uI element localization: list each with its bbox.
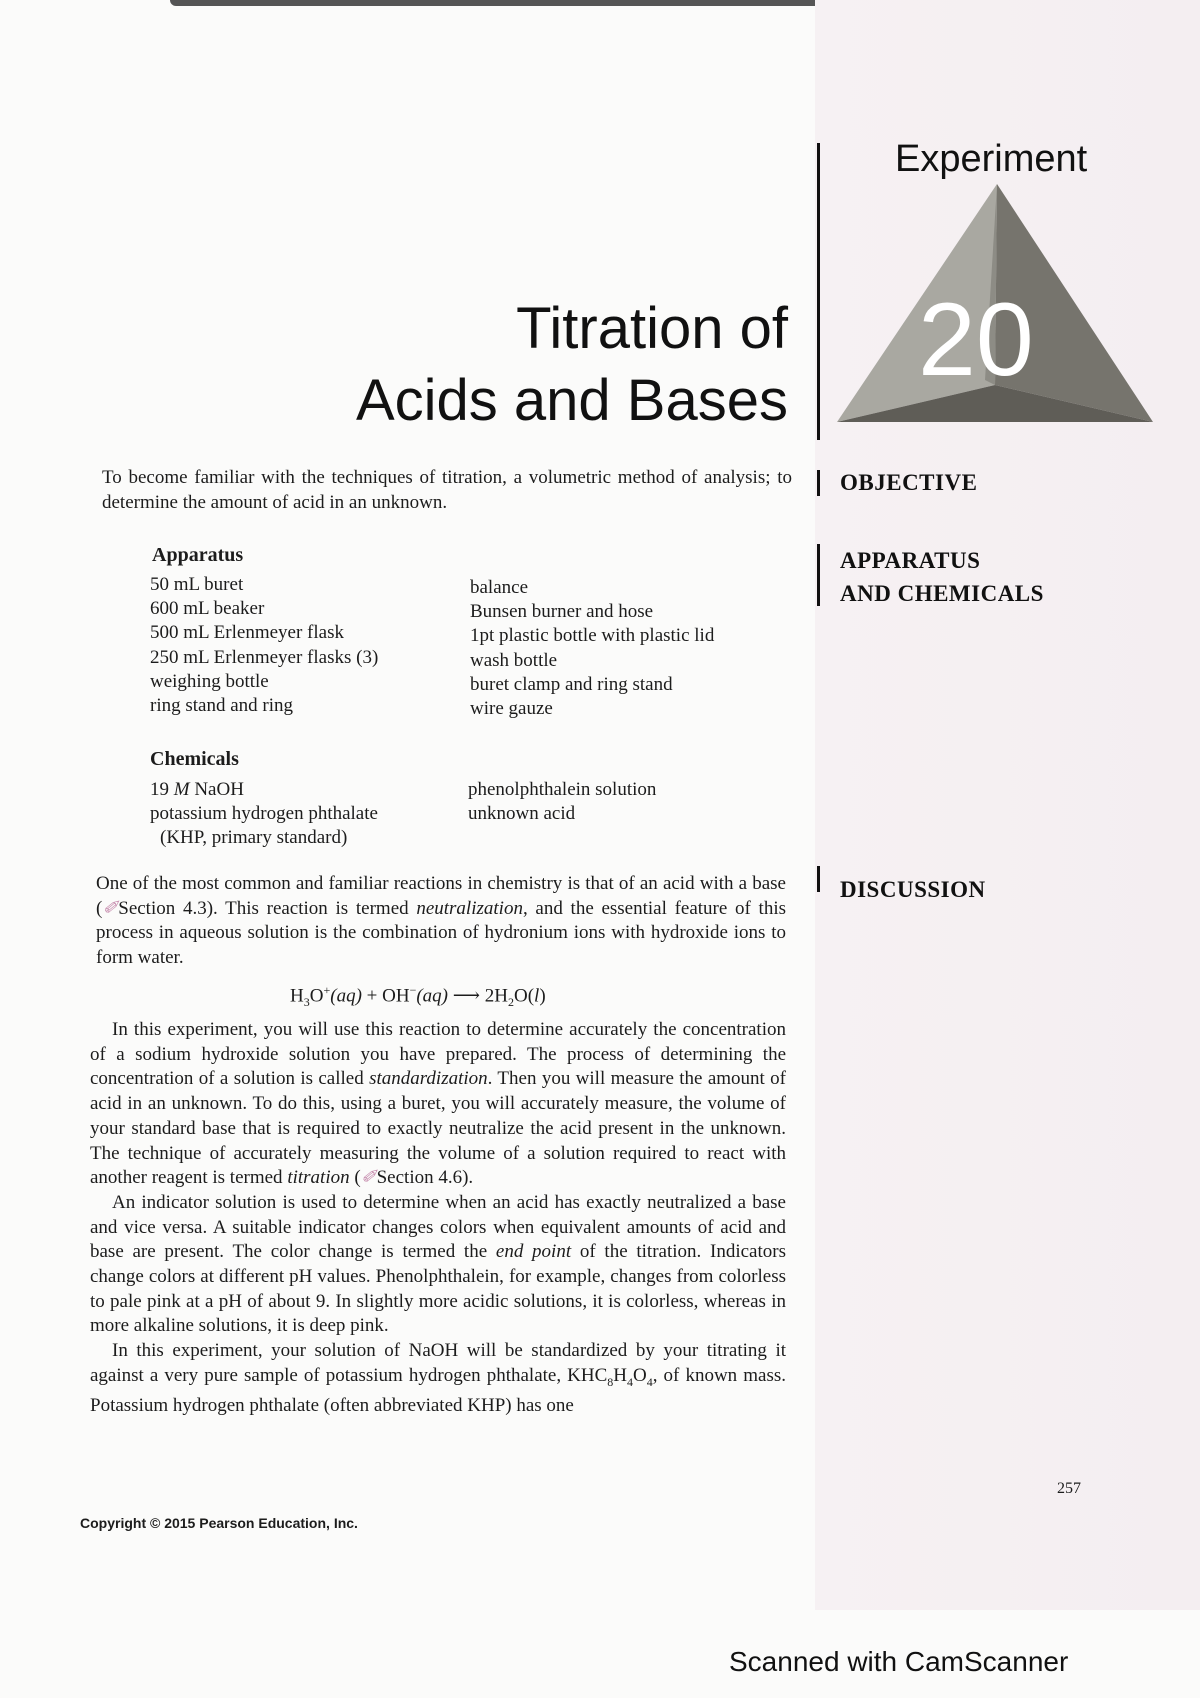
apparatus-heading-line-1: APPARATUS (840, 548, 981, 573)
text: An indicator solution is used to determine when an acid has exactly neutralized a base and vice versa. A suitable indicator changes colors when equivalent amounts of acid and base are present. The color change is termed the (90, 1191, 786, 1263)
apparatus-heading-line-2: AND CHEMICALS (840, 581, 1044, 606)
apparatus-subheading: Apparatus (152, 544, 244, 566)
list-item: buret clamp and ring stand (470, 673, 673, 695)
discussion-para-2 (90, 1018, 786, 1191)
list-item: 1pt plastic bottle with plastic lid (470, 625, 715, 647)
title-line-1: Titration of (516, 296, 788, 361)
discussion-heading: DISCUSSION (840, 877, 986, 902)
divider-discussion (817, 866, 820, 892)
concentration-value: 19 (150, 779, 174, 800)
eq-state: l (534, 985, 540, 1007)
objective-text: To become familiar with the techniques of titration, a volumetric method of analysis; to determine the amount of acid in an unknown. (102, 467, 792, 513)
text: One of the most common and familiar reactions in chemistry is that of an acid with a base ( (96, 873, 786, 919)
eq-part: + OH (361, 985, 410, 1007)
neutralization-equation (290, 983, 546, 1010)
scanner-watermark: Scanned with CamScanner (729, 1646, 1069, 1677)
eq-sup: − (409, 983, 417, 997)
divider-title (817, 143, 820, 440)
pen-reference-icon: ✐ (102, 897, 119, 919)
list-item: wash bottle (470, 649, 558, 671)
copyright: Copyright © 2015 Pearson Education, Inc. (80, 1515, 358, 1531)
eq-state: (aq) (416, 985, 449, 1007)
eq-sub: 2 (507, 995, 514, 1010)
chemicals-list-left (150, 778, 378, 851)
eq-state: (aq) (330, 985, 362, 1007)
experiment-number: 20 (918, 282, 1034, 398)
text: H (613, 1364, 628, 1386)
text: In this experiment, you will use this reaction to determine accurately the concentration of a sodium hydroxide solution you have prepared. The process of determining the concentration of a solution is called (90, 1019, 786, 1090)
experiment-label: Experiment (895, 138, 1088, 180)
list-item: 600 mL beaker (150, 598, 265, 620)
apparatus-list-right (470, 576, 714, 721)
apparatus-list-left (150, 573, 378, 718)
formula-sub: 8 (607, 1374, 614, 1389)
eq-sub: 3 (303, 995, 310, 1010)
page-number: 257 (1057, 1480, 1081, 1497)
text: ). (462, 1167, 474, 1189)
text: . Then you will measure the amount of acid in an unknown. To do this, using a buret, you will accurately measure, the volume of your standard base that is required to exactly neutralize the acid present in the unknown. The technique of accurately measuring the volume of a solution required to react with another reagent is termed (90, 1068, 786, 1189)
list-item: potassium hydrogen phthalate (150, 803, 378, 825)
discussion-para-3 (90, 1191, 786, 1339)
divider-objective (817, 470, 820, 496)
eq-sup: + (323, 983, 331, 997)
formula-sub: 4 (646, 1374, 653, 1389)
list-item: (KHP, primary standard) (160, 827, 348, 849)
chemical-name: NaOH (189, 779, 244, 800)
text: , of known mass. Potassium hydrogen phthalate (often abbreviated KHP) has one (90, 1364, 786, 1417)
list-item: weighing bottle (150, 670, 269, 692)
eq-part: H (290, 985, 304, 1007)
list-item: ring stand and ring (150, 695, 294, 717)
key-term: standardization (369, 1068, 488, 1090)
formula-sub: 4 (627, 1374, 634, 1389)
list-item (150, 778, 378, 802)
discussion-para-4 (90, 1339, 786, 1419)
apparatus-heading (840, 544, 1044, 610)
chemicals-subheading: Chemicals (150, 748, 239, 770)
list-item: 500 mL Erlenmeyer flask (150, 622, 344, 644)
eq-part: O (309, 985, 324, 1007)
list-item: 250 mL Erlenmeyer flasks (3) (150, 646, 379, 668)
text: , and the essential feature of this process in aqueous solution is the combination of hydronium ions with hydroxide ions to form water. (96, 897, 786, 969)
eq-part: O( (513, 985, 535, 1007)
molar-unit: M (173, 779, 190, 800)
text: of the titration. Indicators change colors at different pH values. Phenolphthalein, for example, changes from colorless to pale pink at a pH of about 9. In slightly more acidic solutions, it is colorless, whereas in more alkaline solutions, it is deep pink. (90, 1241, 786, 1337)
section-reference: Section 4.3 (118, 897, 207, 919)
text: O (633, 1364, 647, 1386)
key-term: end point (495, 1241, 572, 1263)
eq-arrow: ⟶ 2H (448, 985, 508, 1007)
list-item: unknown acid (468, 803, 576, 825)
divider-apparatus (817, 544, 820, 606)
list-item: balance (470, 577, 529, 598)
text: ). This reaction is termed (206, 897, 417, 919)
discussion-para-1 (96, 872, 786, 971)
text: ( (349, 1167, 361, 1189)
list-item: wire gauze (470, 698, 553, 720)
list-item: phenolphthalein solution (468, 779, 657, 800)
chemicals-list-right (468, 778, 656, 826)
key-term: neutralization (416, 897, 523, 919)
eq-part: ) (539, 985, 546, 1007)
objective-heading: OBJECTIVE (840, 470, 978, 495)
key-term: titration (287, 1167, 350, 1189)
list-item: 50 mL buret (150, 574, 244, 595)
pen-reference-icon: ✐ (360, 1167, 377, 1189)
list-item: Bunsen burner and hose (470, 601, 654, 623)
text: In this experiment, your solution of NaOH will be standardized by your titrating it against a very pure sample of potassium hydrogen phthalate, KHC (90, 1340, 786, 1386)
discussion-body (90, 1018, 786, 1419)
section-reference: Section 4.6 (376, 1167, 463, 1189)
title-line-2: Acids and Bases (355, 368, 788, 433)
